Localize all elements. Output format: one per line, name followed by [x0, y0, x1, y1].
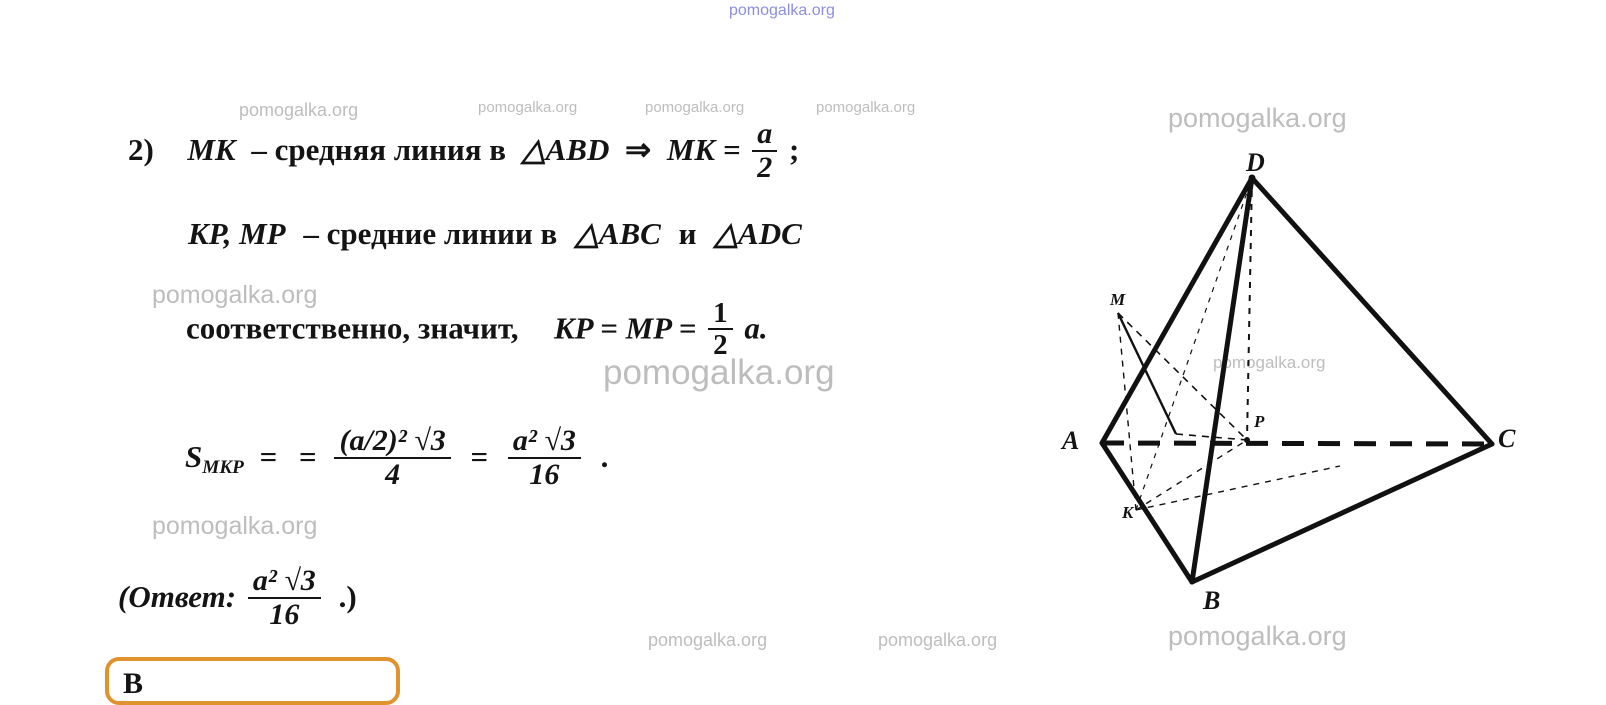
vertex-label-b: B	[1203, 586, 1221, 615]
watermark: pomogalka.org	[1213, 353, 1326, 372]
answer-label: (Ответ:	[118, 579, 237, 614]
triangle-adc: △ADC	[714, 216, 802, 251]
vertex-label-c: C	[1498, 424, 1516, 453]
vertex-label-d: D	[1246, 148, 1265, 177]
period: .	[600, 439, 609, 474]
fraction-denominator: 16	[508, 457, 581, 491]
watermark: pomogalka.org	[645, 99, 745, 116]
conjunction: и	[678, 216, 697, 251]
implies-symbol: ⇒	[625, 132, 652, 167]
line3-tail: a.	[744, 310, 768, 346]
highlighted-box	[105, 657, 400, 705]
solution-line-1	[128, 118, 799, 183]
triangle-abd: △ABD	[521, 132, 610, 167]
tetrahedron-svg	[1040, 150, 1520, 620]
line1-text: – средняя линия в	[251, 132, 507, 167]
highlighted-box-text: В	[123, 667, 144, 700]
watermark: pomogalka.org	[603, 353, 835, 392]
area-subscript: MKP	[202, 456, 244, 478]
triangle-abc: △ABC	[574, 216, 661, 251]
fraction-denominator: 4	[334, 457, 450, 491]
equals-2: =	[299, 439, 317, 474]
fraction-denominator: 16	[248, 597, 321, 631]
fraction-numerator: a	[757, 117, 773, 150]
vertex-label-p: P	[1254, 412, 1265, 431]
tetrahedron-figure	[1040, 150, 1520, 620]
fraction-one-half	[708, 298, 733, 361]
fraction-denominator: 2	[708, 328, 733, 360]
answer-fraction	[248, 565, 321, 630]
watermark: pomogalka.org	[878, 630, 998, 650]
line3-text: соответственно, значит,	[186, 310, 519, 346]
kp-mp-equals: KP = MP =	[553, 310, 697, 346]
answer-close: .)	[338, 579, 357, 614]
fraction-numerator: a² √3	[252, 564, 316, 597]
solution-answer-line	[118, 565, 357, 630]
watermark: pomogalka.org	[478, 99, 578, 116]
watermark: pomogalka.org	[729, 2, 835, 19]
semicolon: ;	[789, 132, 800, 167]
fraction-a-sq-root3-over-16	[508, 425, 581, 490]
vertex-label-k: K	[1122, 503, 1134, 522]
solution-area-line	[185, 425, 608, 490]
watermark: pomogalka.org	[239, 100, 359, 120]
fraction-a-half-sq-root3-over-4	[334, 425, 450, 490]
segments-kp-mp: KP, MP	[188, 216, 286, 251]
watermark: pomogalka.org	[816, 99, 916, 116]
fraction-a-over-2	[752, 118, 777, 183]
fraction-numerator: (a/2)² √3	[339, 424, 446, 457]
fraction-numerator: a² √3	[512, 424, 576, 457]
line2-text: – средние линии в	[303, 216, 558, 251]
fraction-denominator: 2	[752, 150, 777, 184]
watermark: pomogalka.org	[648, 630, 768, 650]
vertex-label-a: A	[1062, 426, 1080, 455]
area-symbol: S	[185, 439, 203, 474]
watermark: pomogalka.org	[1168, 621, 1347, 651]
fraction-numerator: 1	[713, 297, 728, 329]
solution-line-3	[186, 298, 768, 361]
mk-equals: MK =	[666, 132, 741, 167]
watermark: pomogalka.org	[152, 512, 318, 540]
vertex-label-m: M	[1110, 290, 1126, 309]
solution-line-2	[188, 216, 802, 252]
segment-mk: MK	[187, 132, 236, 167]
watermark: pomogalka.org	[152, 281, 318, 309]
equals-3: =	[470, 439, 489, 474]
step-number: 2)	[128, 132, 154, 167]
equals-1: =	[259, 439, 278, 474]
watermark: pomogalka.org	[1168, 103, 1347, 133]
